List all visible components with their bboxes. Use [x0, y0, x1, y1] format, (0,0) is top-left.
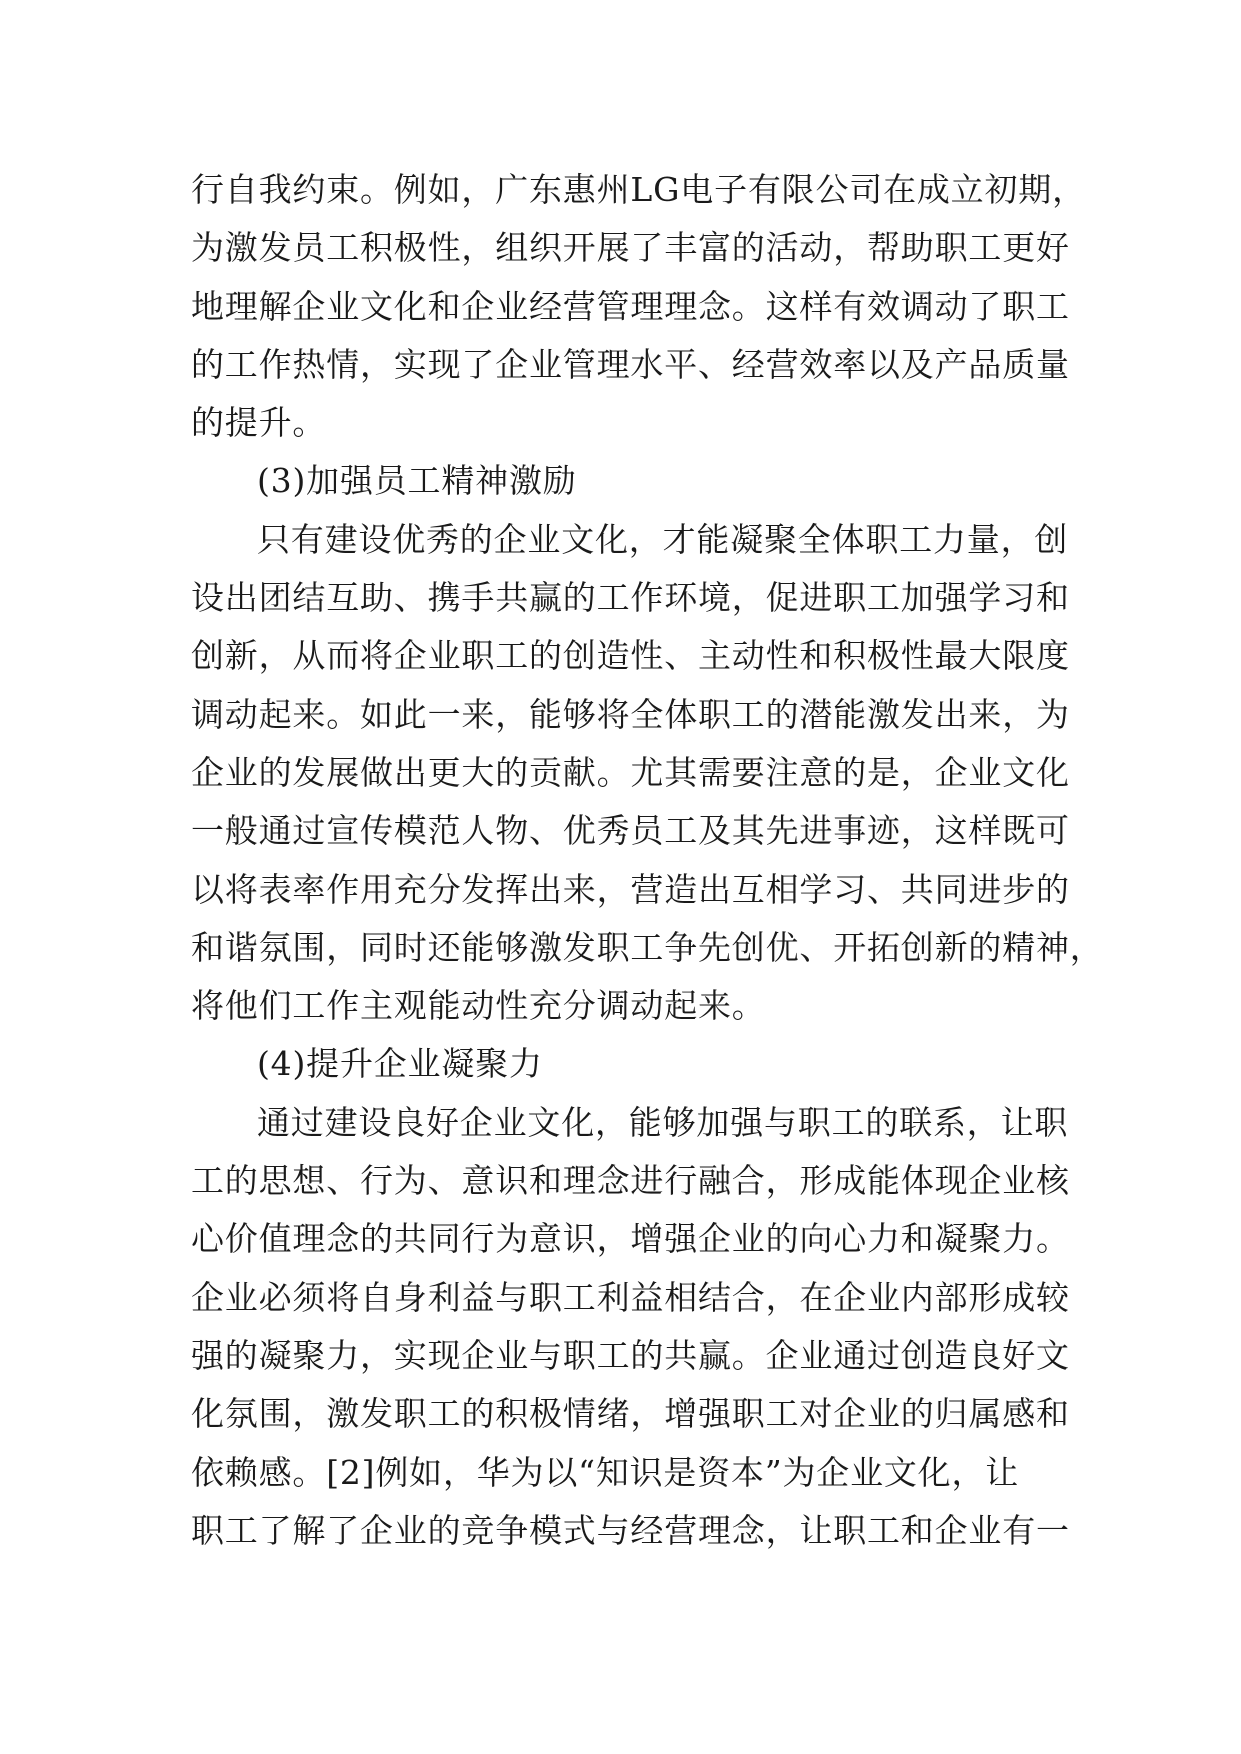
text-line: 以将表率作用充分发挥出来，营造出互相学习、共同进步的	[191, 869, 1070, 909]
text-line: 工的思想、行为、意识和理念进行融合，形成能体现企业核	[191, 1161, 1070, 1201]
text-line: 只有建设优秀的企业文化，才能凝聚全体职工力量，创	[257, 519, 1069, 559]
text-line: (3)加强员工精神激励	[257, 461, 577, 501]
text-line: 将他们工作主观能动性充分调动起来。	[191, 986, 766, 1026]
text-line: (4)提升企业凝聚力	[257, 1044, 543, 1084]
text-line: 依赖感。[2]例如，华为以“知识是资本”为企业文化，让	[191, 1452, 1020, 1492]
text-line: 化氛围，激发职工的积极情绪，增强职工对企业的归属感和	[191, 1394, 1070, 1434]
text-line: 行自我约束。例如，广东惠州LG电子有限公司在成立初期，	[191, 170, 1086, 209]
text-line: 调动起来。如此一来，能够将全体职工的潜能激发出来，为	[191, 694, 1070, 734]
text-line: 心价值理念的共同行为意识，增强企业的向心力和凝聚力。	[191, 1219, 1070, 1259]
body-text	[191, 161, 1104, 1560]
text-line: 企业必须将自身利益与职工利益相结合，在企业内部形成较	[191, 1277, 1070, 1317]
text-line: 设出团结互助、携手共赢的工作环境，促进职工加强学习和	[191, 578, 1070, 618]
text-line: 强的凝聚力，实现企业与职工的共赢。企业通过创造良好文	[191, 1335, 1070, 1375]
text-line: 职工了解了企业的竞争模式与经营理念，让职工和企业有一	[191, 1510, 1070, 1550]
text-line: 通过建设良好企业文化，能够加强与职工的联系，让职	[257, 1102, 1069, 1142]
text-line: 和谐氛围，同时还能够激发职工争先创优、开拓创新的精神，	[191, 927, 1104, 967]
text-line: 地理解企业文化和企业经营管理理念。这样有效调动了职工	[191, 286, 1070, 326]
text-line: 创新，从而将企业职工的创造性、主动性和积极性最大限度	[191, 636, 1070, 676]
text-line: 的提升。	[191, 403, 327, 443]
text-line: 为激发员工积极性，组织开展了丰富的活动，帮助职工更好	[191, 228, 1070, 268]
text-line: 的工作热情，实现了企业管理水平、经营效率以及产品质量	[191, 344, 1070, 384]
text-line: 一般通过宣传模范人物、优秀员工及其先进事迹，这样既可	[191, 811, 1070, 851]
text-line: 企业的发展做出更大的贡献。尤其需要注意的是，企业文化	[191, 752, 1070, 792]
